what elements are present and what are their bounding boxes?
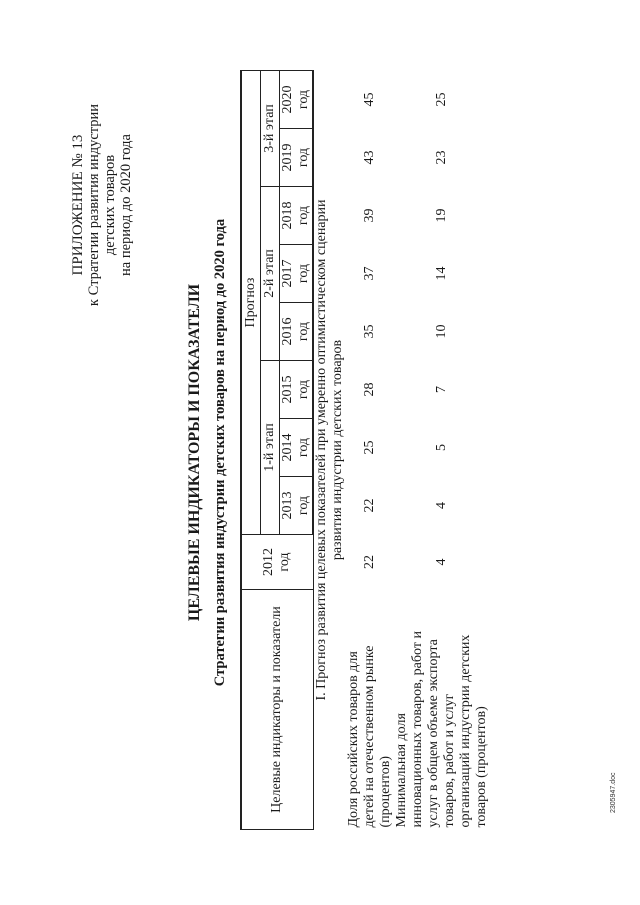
row-label: Доля российских товаров для детей на отечественном рынке (процентов) <box>346 645 393 828</box>
appendix-block <box>70 90 134 320</box>
value-cell: 39 <box>362 208 377 223</box>
stage-2-header: 2-й этап <box>261 187 280 361</box>
value-cell: 37 <box>362 266 377 281</box>
value-cell: 4 <box>434 558 449 566</box>
stage-1-header: 1-й этап <box>261 361 280 535</box>
appendix-line: к Стратегии развития индустрии <box>86 103 102 307</box>
document-title: ЦЕЛЕВЫЕ ИНДИКАТОРЫ И ПОКАЗАТЕЛИ <box>186 283 203 622</box>
value-cell: 14 <box>434 266 449 281</box>
year-header: 2017 год <box>280 245 314 303</box>
value-cell: 10 <box>434 324 449 339</box>
table-row <box>394 71 490 830</box>
table-row <box>346 71 394 830</box>
year-header: 2020 год <box>280 71 314 129</box>
value-cell: 25 <box>362 440 377 455</box>
year-header: 2019 год <box>280 129 314 187</box>
value-cell: 23 <box>434 150 449 165</box>
year-unit: год <box>277 552 293 572</box>
document-id: 2305947.doc <box>610 772 617 813</box>
appendix-number: ПРИЛОЖЕНИЕ № 13 <box>70 134 86 276</box>
indicators-table <box>240 70 490 830</box>
value-cell: 4 <box>434 502 449 509</box>
base-year-header <box>241 535 313 590</box>
year-label: 2012 <box>261 548 277 576</box>
section-heading-row <box>313 71 346 830</box>
appendix-line: на период до 2020 года <box>118 134 134 276</box>
value-cell: 7 <box>434 386 449 393</box>
year-header: 2013 год <box>280 477 314 535</box>
value-cell: 22 <box>362 498 377 513</box>
year-header: 2014 год <box>280 419 314 477</box>
appendix-line: детских товаров <box>102 154 118 256</box>
year-header: 2018 год <box>280 187 314 245</box>
row-label: Минимальная доля инновационных товаров, работ и услуг в общем объеме экспорта товаров, работ и услуг организаций индустрии детских товаров (процентов) <box>394 631 489 828</box>
year-header: 2016 год <box>280 303 314 361</box>
stage-3-header: 3-й этап <box>261 71 280 187</box>
value-cell: 25 <box>434 92 449 107</box>
document-subtitle: Стратегии развития индустрии детских товаров на период до 2020 года <box>212 218 228 687</box>
value-cell: 43 <box>362 150 377 165</box>
value-cell: 5 <box>434 444 449 451</box>
value-cell: 45 <box>362 92 377 107</box>
value-cell: 19 <box>434 208 449 223</box>
value-cell: 22 <box>362 555 377 569</box>
forecast-header: Прогноз <box>241 71 261 535</box>
value-cell: 35 <box>362 324 377 339</box>
year-header: 2015 год <box>280 361 314 419</box>
section-heading: I. Прогноз развития целевых показателей при умеренно оптимистическом сценарии развития индустрии детских товаров <box>314 199 345 701</box>
indicator-column-header: Целевые индикаторы и показатели <box>241 590 313 830</box>
value-cell: 28 <box>362 382 377 397</box>
